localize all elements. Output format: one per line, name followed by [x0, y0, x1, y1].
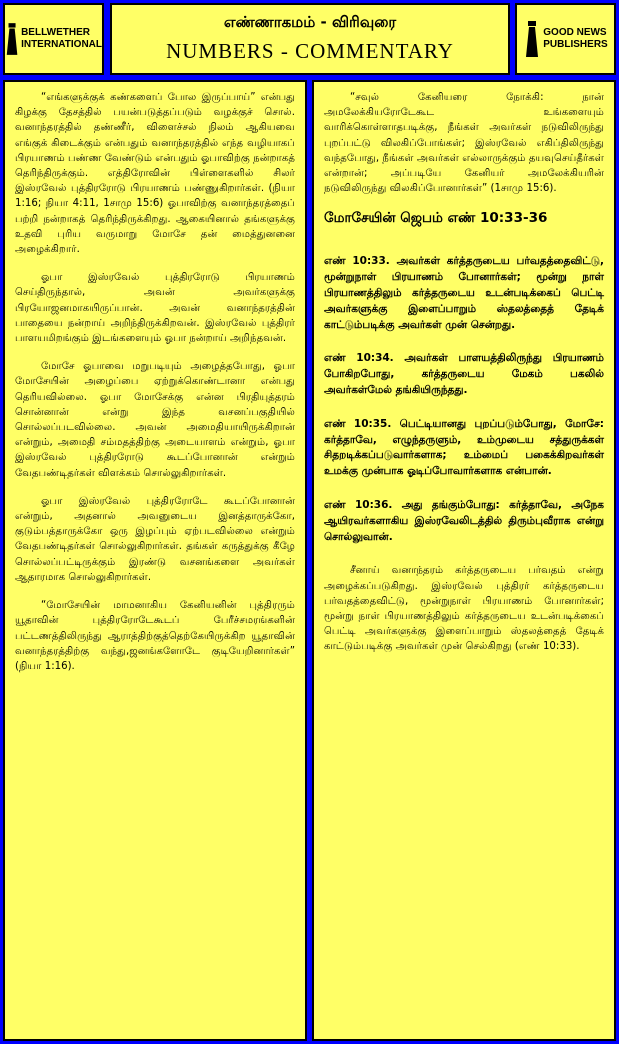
- logo-right-line1: GOOD NEWS: [543, 27, 607, 38]
- paragraph: ஓபா இஸ்ரவேல் புத்திரரோடு பிரயாணம் செய்திருந்தால், அவன் அவர்களுக்கு பிரயோஜனமாகயிருப்பான். அவன் வனாந்தரத்தின் பாதையை நன்றாய் அறிந்திருக்கிறவன். இஸ்ரவேல் புத்திரர் பாளயமிறங்கும் இடங்களையும் ஓபா நன்றாய் அறிந்தவன்.: [15, 272, 295, 345]
- verse-text: எண் 10:35. பெட்டியானது புறப்படும்போது, மோசே: கர்த்தாவே, எழுந்தருளும், உம்முடைய சத்துருக்கள் சிதறடிக்கப்படுவார்களாக; உம்மைப் பகைக்கிறவர்கள் உமக்கு முன்பாக ஓடிப்போவார்களாக என்பான்.: [324, 417, 604, 478]
- logo-right-line2: PUBLISHERS: [543, 39, 608, 50]
- closing-paragraph: சீனாய் வனாந்தரம் கர்த்தருடைய பர்வதம் என்று அழைக்கப்படுகிறது. இஸ்ரவேல் புத்திரர் கர்த்தருடைய பர்வதத்தைவிட்டு, மூன்றுநாள் பிரயாணம் போனார்கள்; மூன்று நாள் பிரயாணத்திலும் கர்த்தருடைய உடன்படிக்கைப் பெட்டி அவர்களுக்கு இளைப்பாறும் ஸ்தலத்தைத் தேடிக் காட்டும்படிக்கு அவர்கள் முன் செல்கிறது (எண் 10:33).: [324, 565, 604, 653]
- paragraph: “எங்களுக்குக் கண்களைப் போல இருப்பாய்” என்பது கிழக்கு தேசத்தில் பயன்படுத்தப்படும் வழக்குச் சொல். வனாந்தரத்தில் தண்ணீர், விளைச்சல் நிலம் ஆகியவை எங்குக் கிடைக்கும் என்பதும் வனாந்தரத்தில் எந்த வழியாகப் பிரயாணம் பண்ண வேண்டும் என்பதும் ஓபாவிற்கு நன்றாகத் தெரிந்திருக்கும். எத்திரோவின் பிள்ளைகளில் சிலர் இஸ்ரவேல் புத்திரரோடு பிரயாணம் பண்ணுகிறார்கள். (நியா 1:16; நியா 4:11, 1சாமு 15:6) ஓபாவிற்கு வனாந்தரத்தைப் பற்றி நன்றாகத் தெரிந்திருக்கிறது. ஆகையினால் தங்களுக்கு உதவி புரிய வருமாறு மோசே தன் மைத்துனனை அழைக்கிறார்.: [15, 92, 295, 256]
- verse-text: எண் 10:34. அவர்கள் பாளயத்திலிருந்து பிரயாணம் போகிறபோது, கர்த்தருடைய மேகம் பகலில் அவர்கள்மேல் தங்கியிருந்தது.: [324, 352, 604, 396]
- logo-left-line2: INTERNATIONAL: [21, 39, 102, 50]
- left-column: [3, 80, 307, 1041]
- right-column: [312, 80, 616, 1041]
- intro-paragraph: “சவுல் கேனியரை நோக்கி: நான் அமலேக்கியரோடேகூட உங்களையும் வாரிக்கொள்ளாதபடிக்கு, நீங்கள் அவர்கள் நடுவிலிருந்து புறப்பட்டு விலகிப்போங்கள்; இஸ்ரவேல் எகிப்திலிருந்து வந்தபோது, நீங்கள் அவர்கள் எல்லாருக்கும் தயவுசெய்தீர்கள் என்றான்; அப்படியே கேனியர் அமலேக்கியரின் நடுவிலிருந்து விலகிப்போனார்கள்” (1சாமு 15:6).: [324, 92, 604, 195]
- title-tamil: எண்ணாகமம் - விரிவுரை: [223, 13, 397, 31]
- header-title: [110, 3, 510, 75]
- logo-left-line1: BELLWETHER: [21, 27, 90, 38]
- lighthouse-icon: [5, 19, 19, 59]
- logo-good-news: [515, 3, 616, 75]
- paragraph: “மோசேயின் மாமனாகிய கேனியனின் புத்திரரும் யூதாவின் புத்திரரோடேகூடப் பேரீச்சமரங்களின் பட்டணத்திலிருந்து ஆராத்திற்குத்தெற்கேயிருக்கிற யூதாவின் வனாந்தரத்திற்கு வந்து,ஜனங்களோடே குடியேறினார்கள்” (நியா 1:16).: [15, 600, 295, 672]
- verse-text: எண் 10:36. அது தங்கும்போது: கர்த்தாவே, அநேக ஆயிரவர்களாகிய இஸ்ரவேலிடத்தில் திரும்புவீராக என்று சொல்லுவான்.: [324, 498, 604, 543]
- lighthouse-icon: [523, 19, 541, 59]
- verse-text: எண் 10:33. அவர்கள் கர்த்தருடைய பர்வதத்தைவிட்டு, மூன்றுநாள் பிரயாணம் போனார்கள்; மூன்று நாள் பிரயாணத்திலும் கர்த்தருடைய உடன்படிக்கைப் பெட்டி அவர்களுக்கு இளைப்பாறும் ஸ்தலத்தைத் தேடிக் காட்டும்படிக்கு அவர்கள் முன் சென்றது.: [324, 255, 604, 331]
- paragraph: ஓபா இஸ்ரவேல் புத்திரரோடே கூடப்போனான் என்றும், அதனால் அவனுடைய இனத்தாருக்கோ, குடும்பத்தாருக்கோ ஒரு இழப்பும் ஏற்படவில்லை என்றும் வேதபண்டிதர்கள் சொல்லுகிறார்கள். தங்கள் கருத்துக்கு கீழே சொல்லப்பட்டிருக்கும் இரண்டு வசனங்களை அவர்கள் ஆதாரமாக சொல்லுகிறார்கள்.: [15, 495, 295, 583]
- title-english: NUMBERS - COMMENTARY: [166, 39, 454, 63]
- section-heading: மோசேயின் ஜெபம் எண் 10:33-36: [324, 210, 548, 227]
- paragraph: மோசே ஓபாவை மறுபடியும் அழைத்தபோது, ஓபா மோசேயின் அழைப்பை ஏற்றுக்கொண்டானா என்பது தெரியவில்லை. ஓபா மோசேக்கு என்ன பிரதியுத்தரம் சொன்னான் என்று இந்த வசனப்பகுதியில் சொல்லப்படவில்லை. அவன் அமைதியாயிருக்கிறான் என்றும், அமைதி சம்மதத்திற்கு அடையாளம் என்றும், ஓபா இஸ்ரவேல் புத்திரரோடு கூடப்போனான் என்றும் வேதபண்டிதர்கள் விளக்கம் சொல்லுகிறார்கள்.: [15, 361, 295, 479]
- logo-bellwether: [3, 3, 104, 75]
